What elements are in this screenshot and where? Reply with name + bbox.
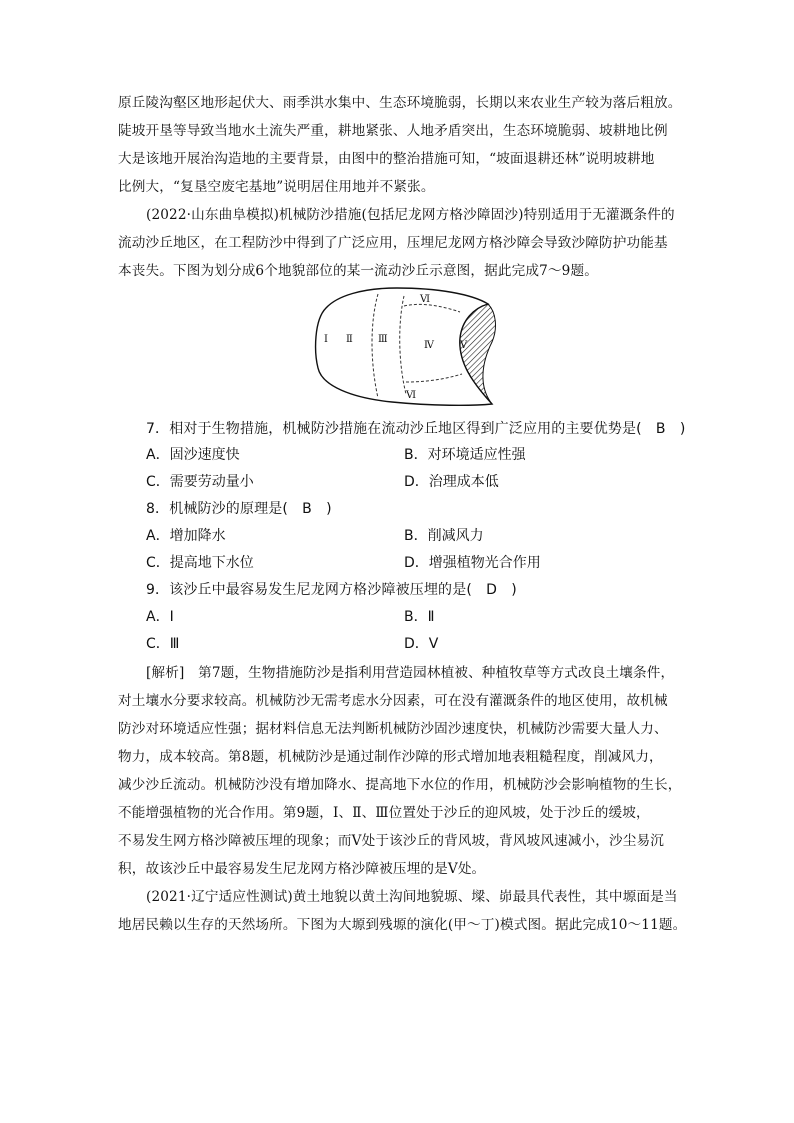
analysis-line: [解析] 第7题，生物措施防沙是指利用营造园林植被、种植牧草等方式改良土壤条件， <box>146 665 675 681</box>
question-8-option-b: B．削减风力 <box>404 528 484 544</box>
passage-line: (2022·山东曲阜模拟)机械防沙措施(包括尼龙网方格沙障固沙)特别适用于无灌溉条件的 <box>146 207 675 223</box>
question-9-option-c: C．Ⅲ <box>146 636 180 652</box>
question-8-stem: 8．机械防沙的原理是( B ) <box>146 501 332 517</box>
intro-line: 原丘陵沟壑区地形起伏大、雨季洪水集中、生态环境脆弱，长期以来农业生产较为落后粗放。 <box>118 95 682 111</box>
label-i: Ⅰ <box>324 334 328 345</box>
analysis-line: 积，故该沙丘中最容易发生尼龙网方格沙障被压埋的是Ⅴ处。 <box>118 861 486 877</box>
label-vi-top: Ⅵ <box>420 294 431 305</box>
question-7-option-d: D．治理成本低 <box>404 474 499 490</box>
question-7-option-a: A．固沙速度快 <box>146 447 240 463</box>
question-7-stem: 7．相对于生物措施，机械防沙措施在流动沙丘地区得到广泛应用的主要优势是( B ) <box>146 421 686 437</box>
dune-diagram <box>312 282 506 408</box>
analysis-line: 防沙对环境适应性强；据材料信息无法判断机械防沙固沙速度快，机械防沙需要大量人力、 <box>118 721 668 737</box>
question-8-option-d: D．增强植物光合作用 <box>404 555 541 571</box>
label-iii: Ⅲ <box>378 334 388 345</box>
question-8-option-c: C．提高地下水位 <box>146 555 254 571</box>
passage-line: 地居民赖以生存的天然场所。下图为大塬到残塬的演化(甲～丁)模式图。据此完成10～11题。 <box>118 917 687 933</box>
label-vi-bottom: Ⅵ <box>406 390 417 401</box>
divider-ii-iii <box>372 294 378 398</box>
divider-iii-iv <box>400 296 406 394</box>
analysis-line: 减少沙丘流动。机械防沙没有增加降水、提高地下水位的作用，机械防沙会影响植物的生长， <box>118 777 682 793</box>
question-9-option-a: A．Ⅰ <box>146 609 174 625</box>
lee-slope-hatched-area <box>460 304 496 404</box>
question-9-option-b: B．Ⅱ <box>404 609 435 625</box>
passage-line: (2021·辽宁适应性测试)黄土地貌以黄土沟间地貌塬、墚、峁最具代表性，其中塬面是当 <box>146 889 678 905</box>
passage-line: 流动沙丘地区，在工程防沙中得到了广泛应用，压埋尼龙网方格沙障会导致沙障防护功能基 <box>118 235 668 251</box>
intro-line: 大是该地开展治沟造地的主要背景，由图中的整治措施可知，“坡面退耕还林”说明坡耕地 <box>118 151 655 167</box>
intro-line: 陡坡开垦等导致当地水土流失严重，耕地紧张、人地矛盾突出，生态环境脆弱、坡耕地比例 <box>118 123 668 139</box>
question-9-stem: 9．该沙丘中最容易发生尼龙网方格沙障被压埋的是( D ) <box>146 582 517 598</box>
question-9-option-d: D．Ⅴ <box>404 636 439 652</box>
divider-top-vi <box>404 304 460 312</box>
label-iv: Ⅳ <box>424 340 434 351</box>
question-8-option-a: A．增加降水 <box>146 528 226 544</box>
analysis-line: 不能增强植物的光合作用。第9题，Ⅰ、Ⅱ、Ⅲ位置处于沙丘的迎风坡，处于沙丘的缓坡， <box>118 805 650 821</box>
label-v: Ⅴ <box>460 340 468 351</box>
analysis-line: 物力，成本较高。第8题，机械防沙是通过制作沙障的形式增加地表粗糙程度，削减风力， <box>118 749 663 765</box>
question-7-option-b: B．对环境适应性强 <box>404 447 526 463</box>
passage-line: 本丧失。下图为划分成6个地貌部位的某一流动沙丘示意图，据此完成7～9题。 <box>118 263 598 279</box>
analysis-line: 对土壤水分要求较高。机械防沙无需考虑水分因素，可在没有灌溉条件的地区使用，故机械 <box>118 693 668 709</box>
label-ii: Ⅱ <box>346 334 353 345</box>
question-7-option-c: C．需要劳动量小 <box>146 474 254 490</box>
intro-line: 比例大，“复垦空废宅基地”说明居住用地并不紧张。 <box>118 179 435 195</box>
analysis-line: 不易发生网方格沙障被压埋的现象；而Ⅴ处于该沙丘的背风坡，背风坡风速减小，沙尘易沉 <box>118 833 664 849</box>
divider-bottom-vi <box>406 374 462 382</box>
